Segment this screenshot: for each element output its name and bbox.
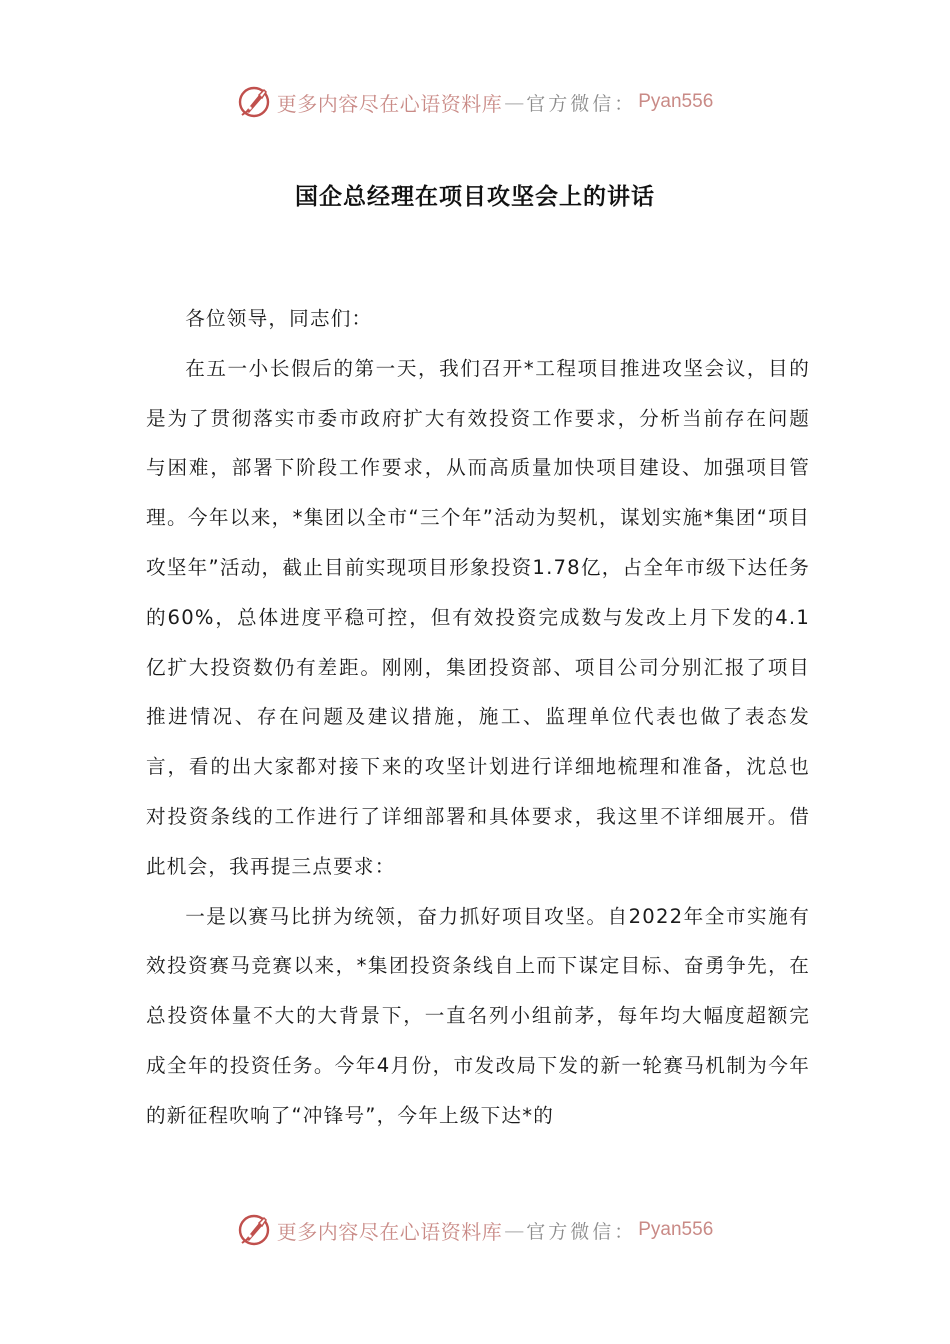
header-banner [0, 82, 950, 122]
paragraph: 一是以赛马比拼为统领，奋力抓好项目攻坚。自2022年全市实施有效投资赛马竞赛以来，*集团投资条线自上而下谋定目标、奋勇争先，在总投资体量不大的大背景下，一直名列小组前茅，每年均大幅度超额完成全年的投资任务。今年4月份，市发改局下发的新一轮赛马机制为今年的新征程吹响了“冲锋号”，今年上级下达*的 [146, 904, 810, 1127]
banner-wechat-label: 官方微信： [526, 92, 637, 115]
banner-text: 更多内容尽在心语资料库 [276, 91, 503, 116]
banner-text: 更多内容尽在心语资料库 [276, 1219, 503, 1244]
pen-nib-circle-icon [237, 85, 271, 119]
banner-wechat-label: 官方微信： [526, 1220, 637, 1243]
banner-wechat-id: Pyan556 [638, 1219, 714, 1240]
pen-nib-circle-icon [237, 1213, 271, 1247]
banner-wechat-id: Pyan556 [638, 91, 714, 112]
banner-separator: — [504, 1218, 525, 1242]
greeting: 各位领导，同志们： [185, 307, 373, 330]
document-body [146, 294, 810, 1141]
document-title: 国企总经理在项目攻坚会上的讲话 [295, 184, 655, 210]
footer-banner [0, 1210, 950, 1250]
paragraph: 在五一小长假后的第一天，我们召开*工程项目推进攻坚会议，目的是为了贯彻落实市委市政府扩大有效投资工作要求，分析当前存在问题与困难，部署下阶段工作要求，从而高质量加快项目建设、加强项目管理。今年以来，*集团以全市“三个年”活动为契机，谋划实施*集团“项目攻坚年”活动，截止目前实现项目形象投资1.78亿，占全年市级下达任务的60%，总体进度平稳可控，但有效投资完成数与发改上月下发的4.1亿扩大投资数仍有差距。刚刚，集团投资部、项目公司分别汇报了项目推进情况、存在问题及建议措施，施工、监理单位代表也做了表态发言，看的出大家都对接下来的攻坚计划进行详细地梳理和准备，沈总也对投资条线的工作进行了详细部署和具体要求，我这里不详细展开。借此机会，我再提三点要求： [146, 356, 810, 878]
banner-separator: — [504, 90, 525, 114]
